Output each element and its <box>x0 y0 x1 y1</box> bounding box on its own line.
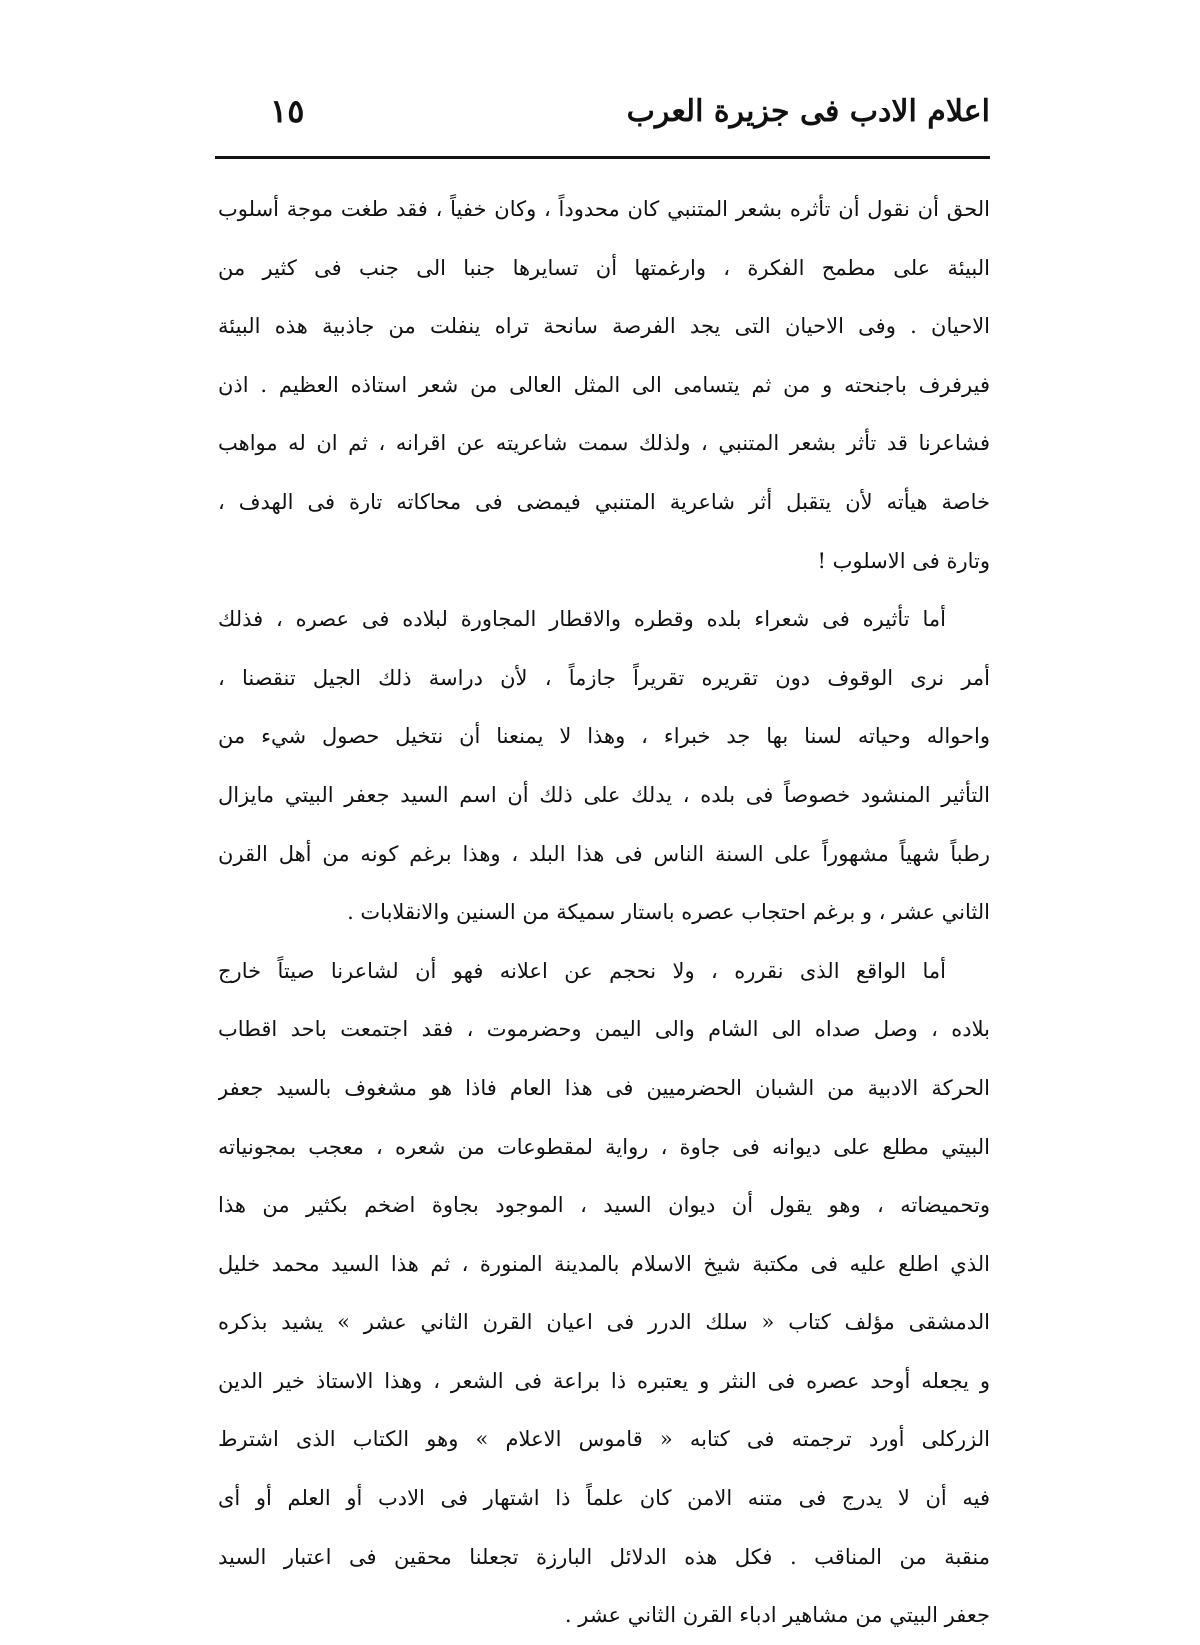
text-line: بلاده ، وصل صداه الى الشام والى اليمن وحضرموت ، فقد اجتمعت باحد اقطاب <box>218 1017 990 1042</box>
text-line: واحواله وحياته لسنا بها جد خبراء ، وهذا لا يمنعنا أن نتخيل حصول شيء من <box>218 724 990 749</box>
text-line: الذي اطلع عليه فى مكتبة شيخ الاسلام بالمدينة المنورة ، ثم هذا السيد محمد خليل <box>218 1251 990 1276</box>
paragraph-2 <box>218 590 990 942</box>
text-line: أما تأثيره فى شعراء بلده وقطره والاقطار المجاورة لبلاده فى عصره ، فذلك <box>218 607 946 632</box>
text-line: الزركلى أورد ترجمته فى كتابه « قاموس الاعلام » وهو الكتاب الذى اشترط <box>218 1427 990 1452</box>
running-title: اعلام الادب فى جزيرة العرب <box>626 94 990 129</box>
text-line: الحركة الادبية من الشبان الحضرميين فى هذا العام فاذا هو مشغوف بالسيد جعفر <box>218 1075 990 1100</box>
text-line: رطباً شهياً مشهوراً على السنة الناس فى هذا البلد ، وهذا برغم كونه من أهل القرن <box>218 841 990 866</box>
text-line: التأثير المنشود خصوصاً فى بلده ، يدلك على ذلك أن اسم السيد جعفر البيتي مايزال <box>218 782 990 807</box>
text-line: وتارة فى الاسلوب ! <box>817 548 990 573</box>
text-line: أمر نرى الوقوف دون تقريره تقريراً جازماً ، لأن دراسة ذلك الجيل تنقصنا ، <box>218 665 990 690</box>
body-text <box>218 180 990 1645</box>
header-rule <box>215 156 990 159</box>
text-line: و يجعله أوحد عصره فى النثر و يعتبره ذا براعة فى الشعر ، وهذا الاستاذ خير الدين <box>218 1368 990 1393</box>
paragraph-3 <box>218 942 990 1645</box>
text-line: فيرفرف باجنحته و من ثم يتسامى الى المثل العالى من شعر استاذه العظيم . اذن <box>218 372 990 397</box>
page-number: ١٥ <box>270 92 305 130</box>
running-header <box>215 88 990 148</box>
text-line: الاحيان . وفى الاحيان التى يجد الفرصة سانحة تراه ينفلت من جاذبية هذه البيئة <box>218 314 990 339</box>
text-line: فشاعرنا قد تأثر بشعر المتنبي ، ولذلك سمت شاعريته عن اقرانه ، ثم ان له مواهب <box>218 431 990 456</box>
paragraph-1 <box>218 180 990 590</box>
text-line: أما الواقع الذى نقرره ، ولا نحجم عن اعلانه فهو أن لشاعرنا صيتاً خارج <box>218 958 946 983</box>
text-line: الحق أن نقول أن تأثره بشعر المتنبي كان محدوداً ، وكان خفياً ، فقد طغت موجة أسلوب <box>218 197 990 221</box>
text-line: الدمشقى مؤلف كتاب « سلك الدرر فى اعيان القرن الثاني عشر » يشيد بذكره <box>218 1310 990 1335</box>
text-line: جعفر البيتي من مشاهير ادباء القرن الثاني عشر . <box>564 1603 990 1628</box>
text-line: منقبة من المناقب . فكل هذه الدلائل البارزة تجعلنا محقين فى اعتبار السيد <box>218 1544 990 1569</box>
text-line: وتحميضاته ، وهو يقول أن ديوان السيد ، الموجود بجاوة اضخم بكثير من هذا <box>218 1193 990 1218</box>
text-line: البيئة على مطمح الفكرة ، وارغمتها أن تسايرها جنبا الى جنب فى كثير من <box>218 255 990 280</box>
text-line: خاصة هيأته لأن يتقبل أثر شاعرية المتنبي فيمضى فى محاكاته تارة فى الهدف ، <box>218 489 990 514</box>
text-line: الثاني عشر ، و برغم احتجاب عصره باستار سميكة من السنين والانقلابات . <box>347 900 990 925</box>
text-line: فيه أن لا يدرج فى متنه الامن كان علماً ذا اشتهار فى الادب أو العلم أو أى <box>218 1486 990 1511</box>
text-line: البيتي مطلع على ديوانه فى جاوة ، رواية لمقطوعات من شعره ، معجب بمجونياته <box>218 1134 990 1159</box>
